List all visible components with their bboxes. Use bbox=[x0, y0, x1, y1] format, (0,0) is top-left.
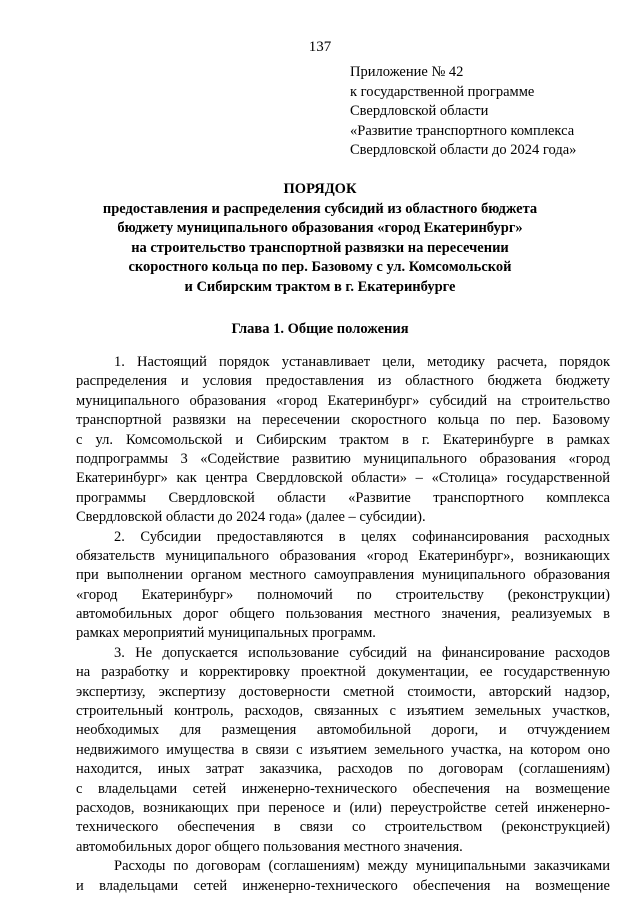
appendix-reference bbox=[350, 63, 576, 161]
paragraph-line: автомобильных дорог общего пользования местного значения, реализуемых в bbox=[76, 606, 610, 623]
paragraph-line: муниципального образования «город Екатеринбург» субсидий на строительство bbox=[76, 392, 610, 409]
body-text bbox=[76, 353, 610, 896]
paragraph-line: Свердловской области до 2024 года» (далее – субсидии). bbox=[76, 509, 426, 526]
paragraph-line: транспортной развязки на пересечении скоростного кольца по пер. Базовому bbox=[76, 412, 610, 429]
paragraph-line: на разработку и корректировку проектной документации, ее государственную bbox=[76, 664, 610, 681]
paragraph-line: необходимых для размещения автомобильной дороги, и отчуждением bbox=[76, 722, 610, 739]
title-line: ПОРЯДОК bbox=[283, 181, 357, 197]
appendix-line: Свердловской области bbox=[350, 103, 489, 120]
paragraph-line: строительный контроль, расходов, связанных с изъятием земельных участков, bbox=[76, 703, 610, 720]
chapter-heading: Глава 1. Общие положения bbox=[231, 321, 409, 337]
paragraph-line: 3. Не допускается использование субсидий на финансирование расходов bbox=[114, 644, 610, 661]
paragraph-line: экспертизу, экспертизу достоверности сметной стоимости, авторский надзор, bbox=[76, 683, 610, 700]
paragraph-line: рамках мероприятий муниципальных программ. bbox=[76, 625, 376, 642]
paragraph-line: расходов, возникающих при переносе и (или) переустройстве сетей инженерно- bbox=[76, 799, 610, 816]
title-line: бюджету муниципального образования «город Екатеринбург» bbox=[117, 220, 523, 236]
appendix-line: к государственной программе bbox=[350, 83, 535, 100]
page-number: 137 bbox=[308, 39, 332, 55]
appendix-line: «Развитие транспортного комплекса bbox=[350, 122, 575, 139]
title-line: скоростного кольца по пер. Базовому с ул. Комсомольской bbox=[128, 259, 512, 275]
paragraph-line: с владельцами сетей инженерно-технического обеспечения на возмещение bbox=[76, 780, 610, 797]
paragraph-line: подпрограммы 3 «Содействие развитию муниципального образования «город bbox=[76, 450, 610, 467]
paragraph-line: распределения и условия предоставления из областного бюджета бюджету bbox=[76, 373, 610, 390]
paragraph-line: «город Екатеринбург» полномочий по строительству (реконструкции) bbox=[76, 586, 610, 603]
paragraph-line: недвижимого имущества в связи с изъятием земельного участка, на котором оно bbox=[76, 741, 610, 758]
title-line: и Сибирским трактом в г. Екатеринбурге bbox=[184, 278, 456, 295]
title-line: предоставления и распределения субсидий из областного бюджета bbox=[102, 200, 538, 217]
paragraph-line: находится, иных затрат заказчика, расходов по договорам (соглашениям) bbox=[76, 761, 610, 778]
paragraph-line: и владельцами сетей инженерно-технического обеспечения на возмещение bbox=[76, 877, 610, 894]
paragraph-line: при выполнении органом местного самоуправления муниципального образования bbox=[76, 567, 610, 584]
paragraph-line: Расходы по договорам (соглашениям) между муниципальными заказчиками bbox=[114, 858, 610, 875]
appendix-line: Приложение № 42 bbox=[350, 64, 464, 80]
paragraph-line: технического обеспечения в связи со строительством (реконструкцией) bbox=[76, 819, 610, 836]
paragraph-line: Екатеринбург» как центра Свердловской области» – «Столица» государственной bbox=[76, 470, 610, 487]
paragraph-line: 2. Субсидии предоставляются в целях софинансирования расходных bbox=[114, 528, 610, 545]
paragraph-line: с ул. Комсомольской и Сибирским трактом в г. Екатеринбурге в рамках bbox=[76, 431, 610, 448]
document-title bbox=[0, 180, 640, 297]
paragraph-line: автомобильных дорог общего пользования местного значения. bbox=[76, 838, 463, 855]
title-line: на строительство транспортной развязки на пересечении bbox=[131, 239, 509, 256]
appendix-line: Свердловской области до 2024 года» bbox=[350, 142, 577, 159]
paragraph-line: обязательств муниципального образования «город Екатеринбург», возникающих bbox=[76, 547, 610, 564]
paragraph-line: 1. Настоящий порядок устанавливает цели, методику расчета, порядок bbox=[114, 354, 610, 370]
paragraph-line: программы Свердловской области «Развитие транспортного комплекса bbox=[76, 489, 610, 506]
